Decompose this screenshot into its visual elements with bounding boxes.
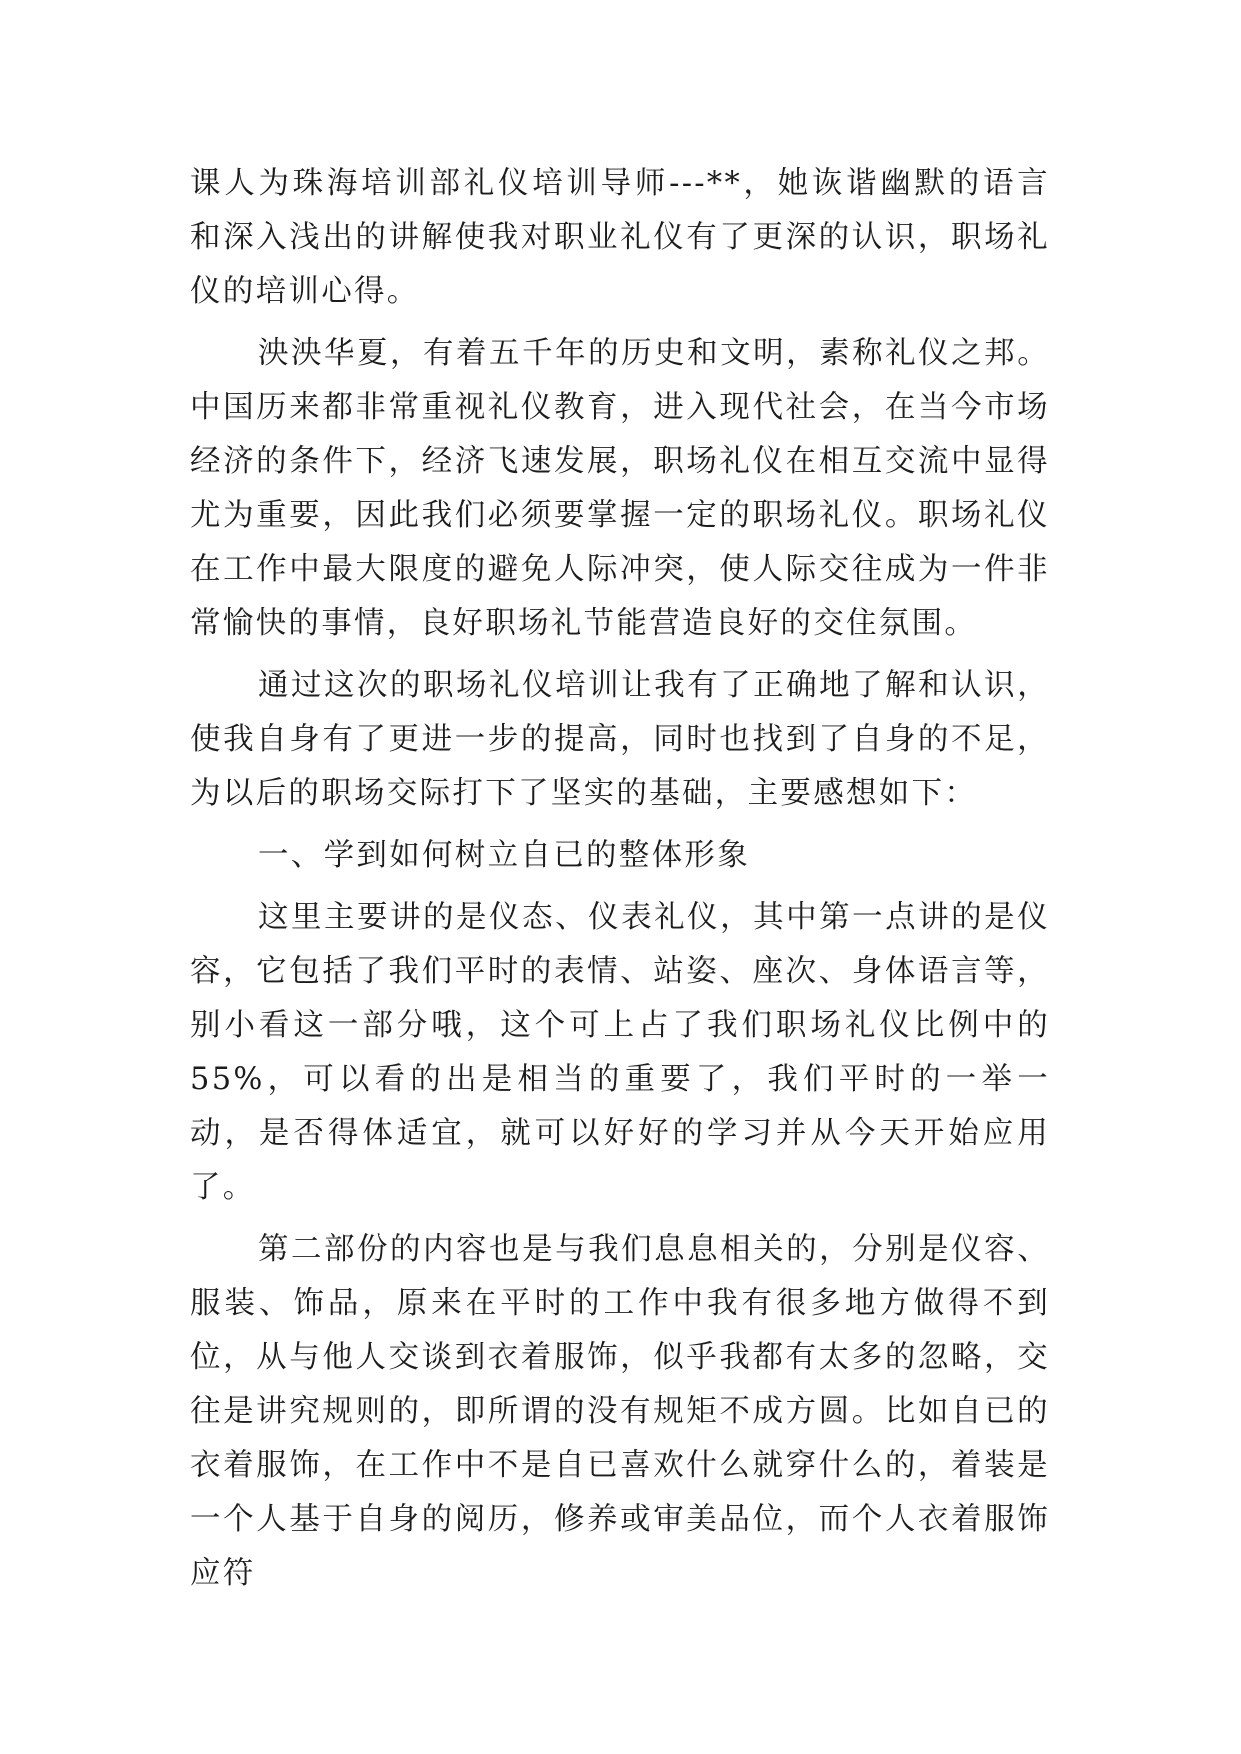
paragraph-2: 泱泱华夏，有着五千年的历史和文明，素称礼仪之邦。中国历来都非常重视礼仪教育，进入现代社会，在当今市场经济的条件下，经济飞速发展，职场礼仪在相互交流中显得尤为重要，因此我们必须要掌握一定的职场礼仪。职场礼仪在工作中最大限度的避免人际冲突，使人际交往成为一件非常愉快的事情，良好职场礼节能营造良好的交住氛围。 <box>190 336 1050 641</box>
paragraph-5: 第二部份的内容也是与我们息息相关的，分别是仪容、服装、饰品，原来在平时的工作中我有很多地方做得不到位，从与他人交谈到衣着服饰，似乎我都有太多的忽略，交往是讲究规则的，即所谓的没有规矩不成方圆。比如自已的衣着服饰，在工作中不是自已喜欢什么就穿什么的，着装是一个人基于自身的阅历，修养或审美品位，而个人衣着服饰应符 <box>190 1232 1050 1591</box>
section-heading: 一、学到如何树立自已的整体形象 <box>258 838 750 873</box>
paragraph-1: 课人为珠海培训部礼仪培训导师---**，她诙谐幽默的语言和深入浅出的讲解使我对职业礼仪有了更深的认识，职场礼仪的培训心得。 <box>190 166 1050 309</box>
paragraph-3: 通过这次的职场礼仪培训让我有了正确地了解和认识，使我自身有了更进一步的提高，同时也找到了自身的不足，为以后的职场交际打下了坚实的基础，主要感想如下： <box>190 668 1050 811</box>
paragraph-4: 这里主要讲的是仪态、仪表礼仪，其中第一点讲的是仪容，它包括了我们平时的表情、站姿、座次、身体语言等，别小看这一部分哦，这个可上占了我们职场礼仪比例中的55%，可以看的出是相当的重要了，我们平时的一举一动，是否得体适宜，就可以好好的学习并从今天开始应用了。 <box>190 900 1050 1205</box>
document-page <box>190 157 1050 1609</box>
